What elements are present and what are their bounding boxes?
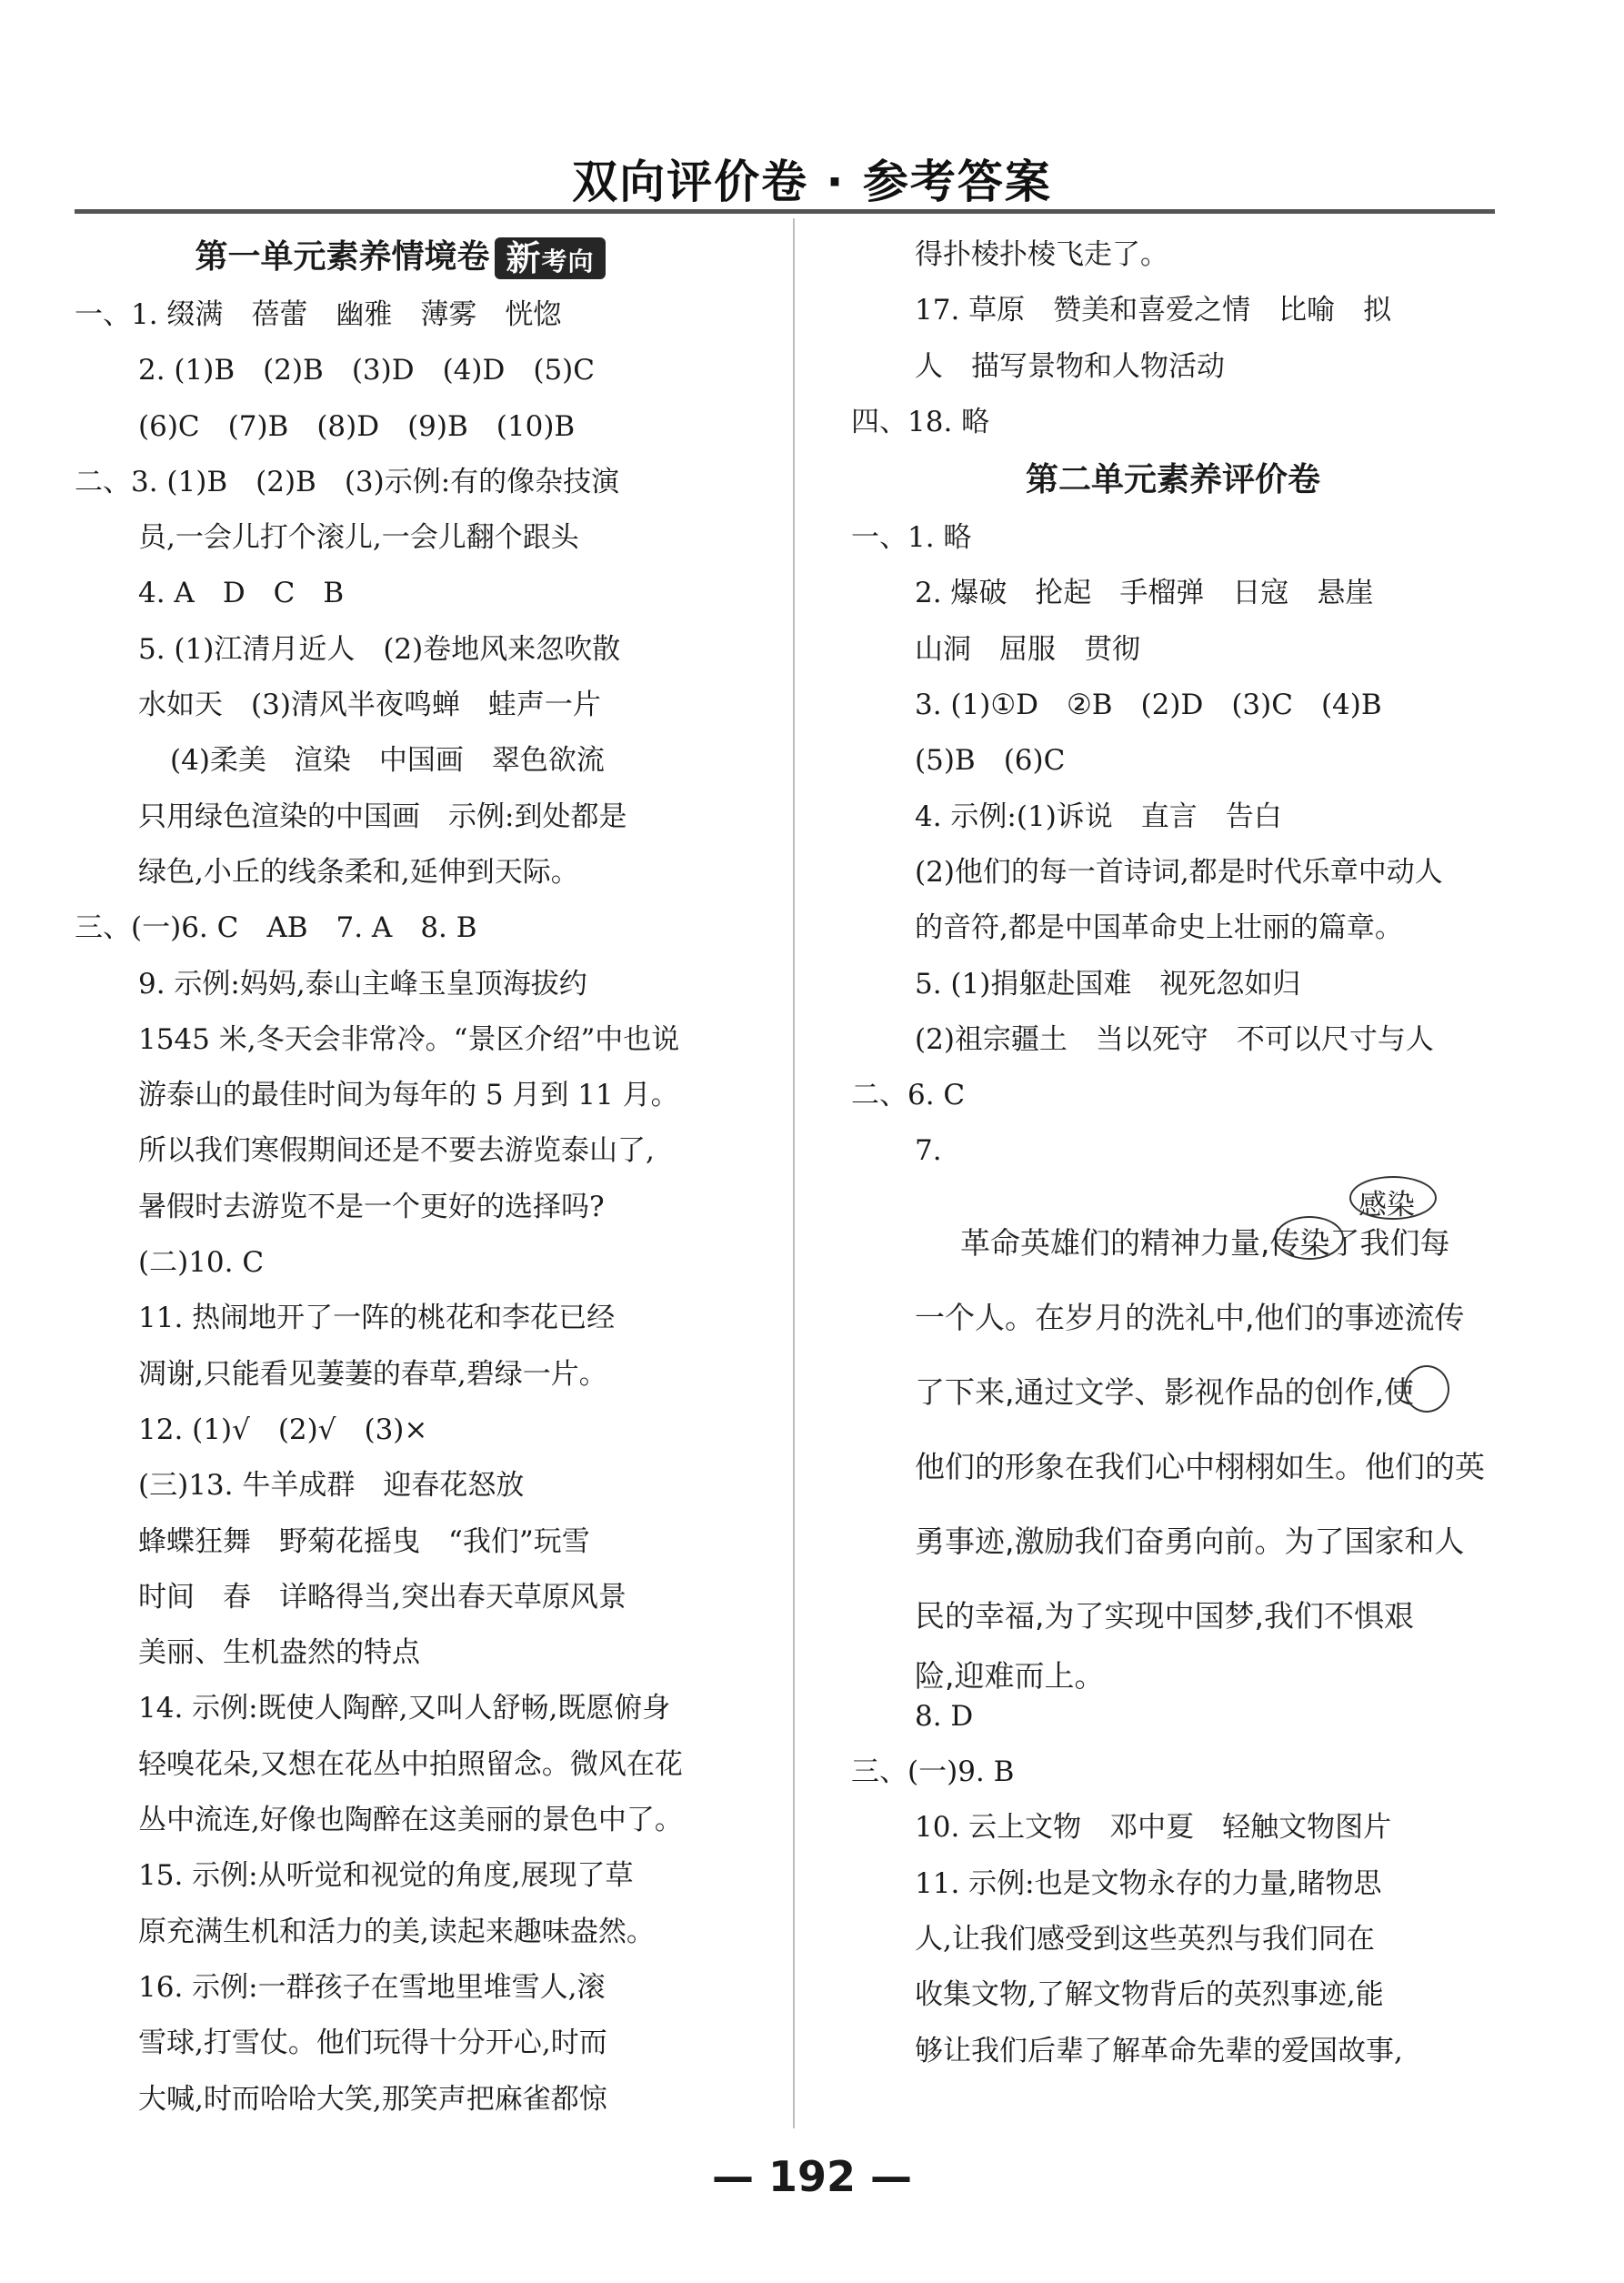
answer-line: 四、18. 略 [851, 405, 990, 438]
passage-line: 他们的形象在我们心中栩栩如生。他们的英 [915, 1448, 1485, 1484]
answer-line: 16. 示例:一群孩子在雪地里堆雪人,滚 [138, 1970, 606, 2004]
answer-line: 1545 米,冬天会非常冷。“景区介绍”中也说 [138, 1022, 680, 1056]
answer-line: 4. 示例:(1)诉说 直言 告白 [915, 800, 1282, 833]
section-title-unit-2: 第二单元素养评价卷 [1025, 461, 1320, 499]
column-divider [793, 218, 795, 2128]
section-title-unit-1 [75, 227, 726, 287]
badge-small-text: 考向 [541, 246, 595, 277]
answer-line: 2. (1)B (2)B (3)D (4)D (5)C [138, 354, 595, 387]
answer-line: 17. 草原 赞美和喜爱之情 比喻 拟 [915, 294, 1392, 327]
answer-line: 2. 爆破 抡起 手榴弹 日寇 悬崖 [915, 577, 1374, 610]
answer-line: 15. 示例:从听觉和视觉的角度,展现了草 [138, 1859, 634, 1893]
answer-line: (三)13. 牛羊成群 迎春花怒放 [138, 1469, 525, 1503]
answer-line: 游泰山的最佳时间为每年的 5 月到 11 月。 [138, 1079, 679, 1112]
answer-line: (5)B (6)C [915, 744, 1066, 778]
new-direction-badge [495, 237, 605, 279]
passage-line: 革命英雄们的精神力量,传染了我们每 [960, 1224, 1450, 1261]
answer-line: 二、6. C [851, 1079, 966, 1112]
page-number: — 192 — [711, 2152, 913, 2201]
answer-line: 凋谢,只能看见萋萋的春草,碧绿一片。 [138, 1357, 607, 1391]
word-oval [1404, 1365, 1449, 1413]
answer-line: 10. 云上文物 邓中夏 轻触文物图片 [915, 1811, 1392, 1845]
correction-annotation: 感染 [1358, 1188, 1415, 1222]
right-column [851, 227, 1495, 2079]
answer-line: 水如天 (3)清风半夜鸣蝉 蛙声一片 [138, 689, 601, 722]
answer-line: 得扑棱扑棱飞走了。 [915, 238, 1168, 271]
answer-line: 人 描写景物和人物活动 [915, 349, 1225, 383]
answer-line: 三、(一)6. C AB 7. A 8. B [75, 911, 477, 945]
badge-big-char: 新 [506, 238, 542, 278]
answer-line: 14. 示例:既使人陶醉,又叫人舒畅,既愿俯身 [138, 1692, 671, 1725]
answer-line: (6)C (7)B (8)D (9)B (10)B [138, 409, 576, 443]
page-title: 双向评价卷 · 参考答案 [572, 156, 1052, 208]
answer-line: 9. 示例:妈妈,泰山主峰玉皇顶海拔约 [138, 967, 587, 1001]
passage-line: 险,迎难而上。 [915, 1657, 1105, 1694]
answer-line: (二)10. C [138, 1246, 265, 1280]
answer-line: 8. D [915, 1699, 974, 1733]
answer-line: 只用绿色渲染的中国画 示例:到处都是 [138, 800, 627, 833]
answer-line: 12. (1)√ (2)√ (3)× [138, 1413, 428, 1446]
answer-line: (2)他们的每一首诗词,都是时代乐章中动人 [915, 855, 1443, 889]
answer-line: 一、1. 略 [851, 521, 972, 555]
answer-line: 美丽、生机盎然的特点 [138, 1636, 420, 1670]
section-title-text: 第一单元素养情境卷 [195, 238, 490, 276]
answer-line: 绿色,小丘的线条柔和,延伸到天际。 [138, 855, 579, 889]
answer-line: 11. 热闹地开了一阵的桃花和李花已经 [138, 1302, 616, 1335]
answer-line: 够让我们后辈了解革命先辈的爱国故事, [915, 2034, 1403, 2067]
answer-line: 收集文物,了解文物背后的英烈事迹,能 [915, 1978, 1384, 2012]
answer-line: 时间 春 详略得当,突出春天草原风景 [138, 1580, 627, 1614]
proofreading-passage [851, 1180, 1495, 1694]
answer-line: (4)柔美 渲染 中国画 翠色欲流 [170, 744, 605, 778]
answer-line: 轻嗅花朵,又想在花丛中拍照留念。微风在花 [138, 1747, 683, 1781]
answer-line: 人,让我们感受到这些英烈与我们同在 [915, 1922, 1375, 1956]
answer-line: 雪球,打雪仗。他们玩得十分开心,时而 [138, 2027, 607, 2060]
answer-line: 的音符,都是中国革命史上壮丽的篇章。 [915, 911, 1403, 945]
answer-line: 5. (1)捐躯赴国难 视死忽如归 [915, 967, 1301, 1001]
answer-line: 暑假时去游览不是一个更好的选择吗? [138, 1190, 605, 1223]
passage-line: 一个人。在岁月的洗礼中,他们的事迹流传 [915, 1299, 1465, 1335]
left-column [75, 227, 726, 2127]
answer-line: 一、1. 缀满 蓓蕾 幽雅 薄雾 恍惚 [75, 298, 562, 331]
answer-line: 11. 示例:也是文物永存的力量,睹物思 [915, 1866, 1382, 1900]
answer-line: 原充满生机和活力的美,读起来趣味盎然。 [138, 1915, 655, 1948]
answer-line: 3. (1)①D ②B (2)D (3)C (4)B [915, 689, 1382, 722]
answer-line: 大喊,时而哈哈大笑,那笑声把麻雀都惊 [138, 2082, 607, 2116]
answer-line: 员,一会儿打个滚儿,一会儿翻个跟头 [138, 521, 579, 555]
answer-line: 所以我们寒假期间还是不要去游览泰山了, [138, 1134, 655, 1168]
answer-line: 三、(一)9. B [851, 1755, 1015, 1789]
answer-line: 二、3. (1)B (2)B (3)示例:有的像杂技演 [75, 465, 620, 498]
passage-line: 勇事迹,激励我们奋勇向前。为了国家和人 [915, 1523, 1465, 1559]
passage-line: 了下来,通过文学、影视作品的创作,使 [915, 1373, 1414, 1410]
answer-line: 7. [915, 1134, 942, 1168]
answer-line: 丛中流连,好像也陶醉在这美丽的景色中了。 [138, 1804, 683, 1837]
answer-line: 蜂蝶狂舞 野菊花摇曳 “我们”玩雪 [138, 1524, 590, 1558]
passage-line: 民的幸福,为了实现中国梦,我们不惧艰 [915, 1597, 1414, 1634]
answer-line: 5. (1)江清月近人 (2)卷地风来忽吹散 [138, 632, 621, 666]
answer-line: 4. A D C B [138, 577, 345, 610]
title-rule [75, 209, 1495, 214]
answer-line: (2)祖宗疆土 当以死守 不可以尺寸与人 [915, 1022, 1434, 1056]
answer-line: 山洞 屈服 贯彻 [915, 632, 1140, 666]
annotation-oval [1349, 1176, 1437, 1220]
